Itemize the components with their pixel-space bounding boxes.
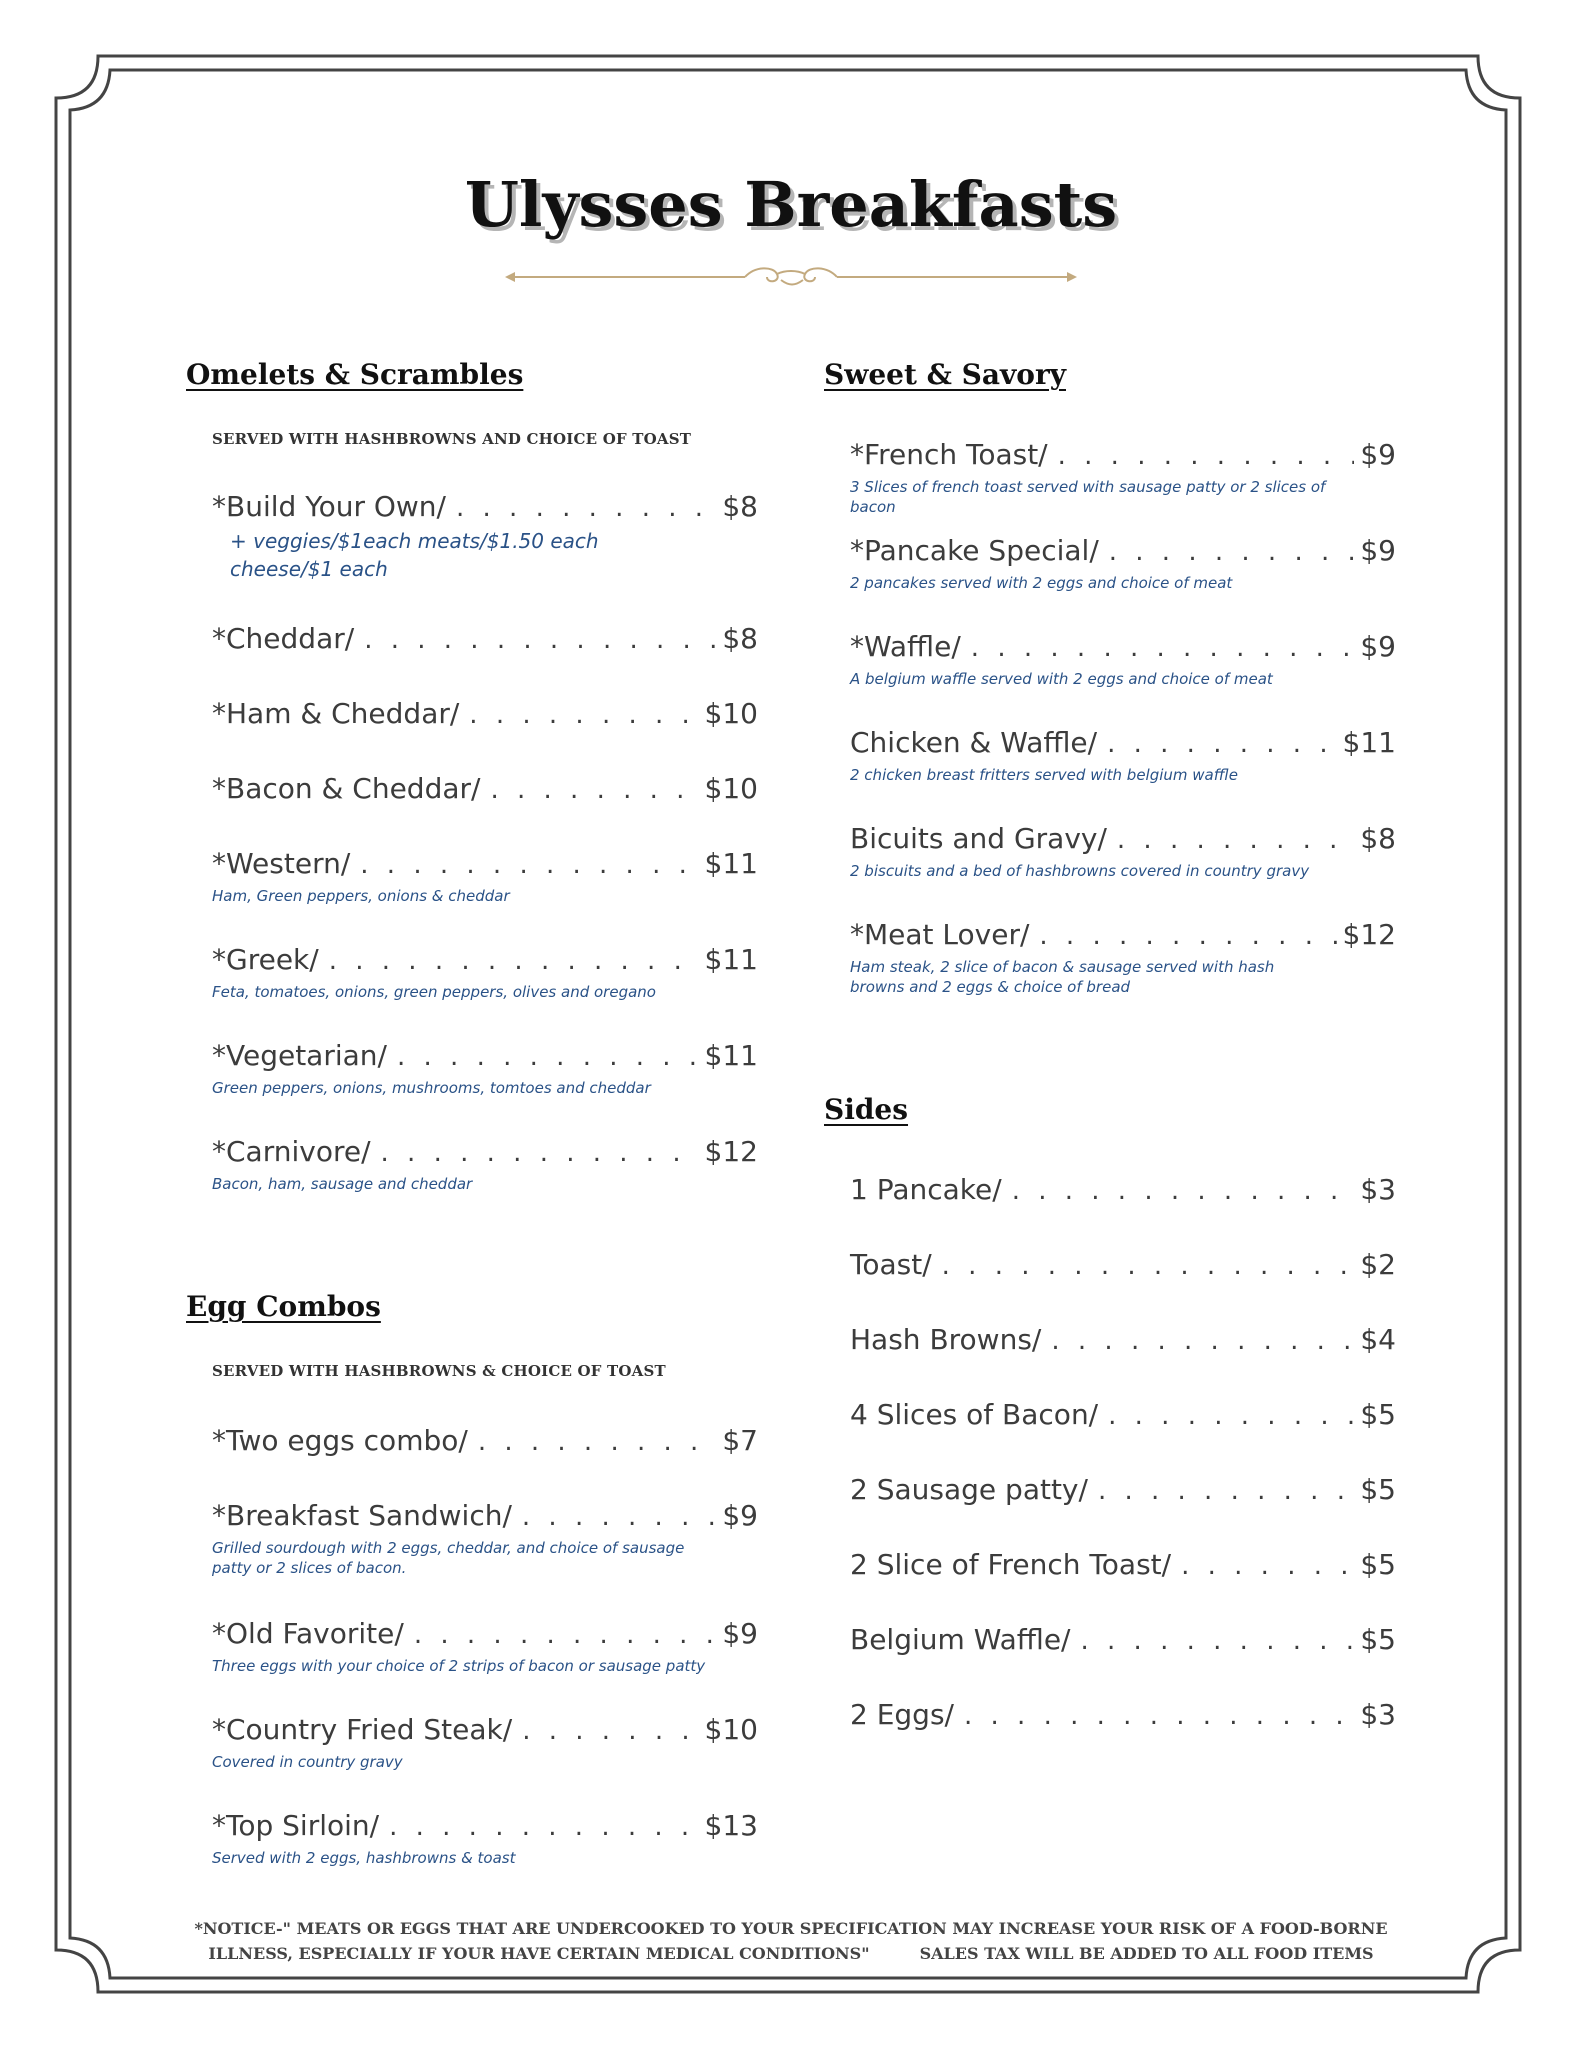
item-description: Covered in country gravy: [212, 1753, 403, 1771]
item-price: $4: [1360, 1323, 1396, 1356]
item-name: *French Toast/: [850, 438, 1048, 471]
item-description: Bacon, ham, sausage and cheddar: [212, 1175, 473, 1193]
item-name: *Top Sirloin/: [212, 1809, 380, 1842]
leader-dots: [490, 773, 698, 807]
item-price: $13: [704, 1809, 758, 1842]
menu-item: [850, 1623, 1396, 1658]
item-description: + veggies/$1each meats/$1.50 each cheese/$1 each: [230, 529, 599, 581]
notice-line-1: *NOTICE-" MEATS OR EGGS THAT ARE UNDERCOOKED TO YOUR SPECIFICATION MAY INCREASE YOUR RISK OF A FOOD-BORNE: [194, 1919, 1388, 1938]
menu-title: Ulysses Breakfasts: [464, 168, 1118, 241]
item-price: $8: [722, 622, 758, 655]
leader-dots: [389, 1810, 698, 1844]
item-price: $9: [722, 1499, 758, 1532]
omelets-heading: Omelets & Scrambles: [186, 358, 524, 391]
leader-dots: [971, 631, 1355, 665]
item-description: Ham, Green peppers, onions & cheddar: [212, 887, 510, 905]
menu-item: [212, 1135, 758, 1194]
item-name: Bicuits and Gravy/: [850, 822, 1107, 855]
omelets-served-note: SERVED WITH HASHBROWNS AND CHOICE OF TOAST: [212, 430, 692, 448]
item-name: *Build Your Own/: [212, 490, 446, 523]
menu-item: [212, 1713, 758, 1772]
item-name: *Ham & Cheddar/: [212, 697, 460, 730]
item-name: *Meat Lover/: [850, 918, 1030, 951]
item-name: *Vegetarian/: [212, 1039, 387, 1072]
item-price: $9: [1360, 630, 1396, 663]
leader-dots: [1181, 1549, 1354, 1583]
egg-combos-served-note: SERVED WITH HASHBROWNS & CHOICE OF TOAST: [212, 1362, 666, 1380]
item-price: $12: [1342, 918, 1396, 951]
item-description: Three eggs with your choice of 2 strips of bacon or sausage patty: [212, 1657, 706, 1675]
item-price: $12: [704, 1135, 758, 1168]
item-name: *Breakfast Sandwich/: [212, 1499, 512, 1532]
menu-item: [212, 1039, 758, 1098]
item-name: *Old Favorite/: [212, 1617, 404, 1650]
menu-item: [850, 1323, 1396, 1358]
item-description: 2 pancakes served with 2 eggs and choice of meat: [850, 574, 1233, 592]
leader-dots: [360, 848, 698, 882]
leader-dots: [1012, 1174, 1355, 1208]
item-price: $8: [722, 490, 758, 523]
sales-tax-note: SALES TAX WILL BE ADDED TO ALL FOOD ITEMS: [919, 1944, 1374, 1963]
leader-dots: [942, 1249, 1355, 1283]
menu-item: [850, 1398, 1396, 1433]
item-name: 2 Slice of French Toast/: [850, 1548, 1172, 1581]
item-price: $11: [704, 1039, 758, 1072]
menu-item: [212, 490, 758, 583]
item-name: *Country Fried Steak/: [212, 1713, 513, 1746]
item-name: *Cheddar/: [212, 622, 355, 655]
item-price: $11: [704, 943, 758, 976]
leader-dots: [1117, 823, 1354, 857]
item-price: $10: [704, 697, 758, 730]
item-price: $11: [1342, 726, 1396, 759]
leader-dots: [1051, 1324, 1354, 1358]
item-description: 3 Slices of french toast served with sausage patty or 2 slices of bacon: [850, 478, 1326, 516]
leader-dots: [1109, 535, 1355, 569]
notice-line-2: ILLNESS, ESPECIALLY IF YOUR HAVE CERTAIN MEDICAL CONDITIONS": [208, 1944, 870, 1963]
menu-item: [850, 630, 1396, 689]
item-price: $10: [704, 772, 758, 805]
item-name: *Carnivore/: [212, 1135, 371, 1168]
leader-dots: [478, 1425, 717, 1459]
item-name: *Western/: [212, 847, 351, 880]
menu-item: [850, 1548, 1396, 1583]
menu-item: [212, 1424, 758, 1459]
menu-item: [212, 1499, 758, 1578]
menu-item: [212, 1809, 758, 1868]
menu-item: [850, 438, 1396, 517]
item-price: $9: [1360, 438, 1396, 471]
leader-dots: [1058, 439, 1355, 473]
item-price: $9: [1360, 534, 1396, 567]
item-price: $5: [1360, 1548, 1396, 1581]
leader-dots: [1107, 727, 1336, 761]
item-price: $8: [1360, 822, 1396, 855]
item-name: 2 Eggs/: [850, 1698, 954, 1731]
item-name: *Waffle/: [850, 630, 961, 663]
item-price: $7: [722, 1424, 758, 1457]
menu-item: [850, 534, 1396, 593]
sides-heading: Sides: [824, 1093, 909, 1126]
item-name: *Bacon & Cheddar/: [212, 772, 481, 805]
item-name: *Greek/: [212, 943, 319, 976]
menu-item: [850, 1248, 1396, 1283]
leader-dots: [456, 491, 716, 525]
item-name: 4 Slices of Bacon/: [850, 1398, 1099, 1431]
menu-item: [850, 1473, 1396, 1508]
leader-dots: [1039, 919, 1336, 953]
menu-item: [212, 622, 758, 657]
item-description: Green peppers, onions, mushrooms, tomtoes and cheddar: [212, 1079, 651, 1097]
item-name: *Pancake Special/: [850, 534, 1099, 567]
item-description: A belgium waffle served with 2 eggs and choice of meat: [850, 670, 1273, 688]
leader-dots: [397, 1040, 699, 1074]
item-name: Belgium Waffle/: [850, 1623, 1071, 1656]
sweet-savory-heading: Sweet & Savory: [824, 358, 1066, 391]
menu-item: [212, 697, 758, 732]
item-price: $5: [1360, 1473, 1396, 1506]
item-name: 1 Pancake/: [850, 1173, 1002, 1206]
menu-item: [850, 822, 1396, 881]
menu-item: [212, 847, 758, 906]
leader-dots: [522, 1500, 716, 1534]
item-name: 2 Sausage patty/: [850, 1473, 1088, 1506]
ornament-divider: [505, 262, 1077, 292]
leader-dots: [964, 1699, 1354, 1733]
item-price: $2: [1360, 1248, 1396, 1281]
leader-dots: [1108, 1399, 1354, 1433]
item-description: 2 biscuits and a bed of hashbrowns covered in country gravy: [850, 862, 1310, 880]
leader-dots: [364, 623, 716, 657]
menu-item: [212, 943, 758, 1002]
leader-dots: [1098, 1474, 1354, 1508]
item-price: $9: [722, 1617, 758, 1650]
menu-item: [850, 1173, 1396, 1208]
item-price: $5: [1360, 1398, 1396, 1431]
item-name: Chicken & Waffle/: [850, 726, 1098, 759]
menu-item: [212, 772, 758, 807]
menu-item: [212, 1617, 758, 1676]
leader-dots: [329, 944, 699, 978]
item-description: Feta, tomatoes, onions, green peppers, olives and oregano: [212, 983, 656, 1001]
item-name: Toast/: [850, 1248, 932, 1281]
menu-item: [850, 726, 1396, 785]
leader-dots: [381, 1136, 699, 1170]
item-price: $11: [704, 847, 758, 880]
item-description: 2 chicken breast fritters served with belgium waffle: [850, 766, 1238, 784]
leader-dots: [414, 1618, 717, 1652]
item-description: Grilled sourdough with 2 eggs, cheddar, and choice of sausage patty or 2 slices of bacon.: [212, 1539, 685, 1577]
food-safety-notice: [0, 1916, 1582, 1966]
egg-combos-heading: Egg Combos: [186, 1290, 381, 1323]
item-price: $10: [704, 1713, 758, 1746]
menu-item: [850, 1698, 1396, 1733]
menu-item: [850, 918, 1396, 997]
item-price: $5: [1360, 1623, 1396, 1656]
item-name: Hash Browns/: [850, 1323, 1042, 1356]
item-description: Served with 2 eggs, hashbrowns & toast: [212, 1849, 516, 1867]
leader-dots: [469, 698, 698, 732]
item-description: Ham steak, 2 slice of bacon & sausage served with hash browns and 2 eggs & choice of bread: [850, 958, 1275, 996]
leader-dots: [522, 1714, 698, 1748]
leader-dots: [1080, 1624, 1354, 1658]
item-price: $3: [1360, 1173, 1396, 1206]
item-name: *Two eggs combo/: [212, 1424, 468, 1457]
item-price: $3: [1360, 1698, 1396, 1731]
